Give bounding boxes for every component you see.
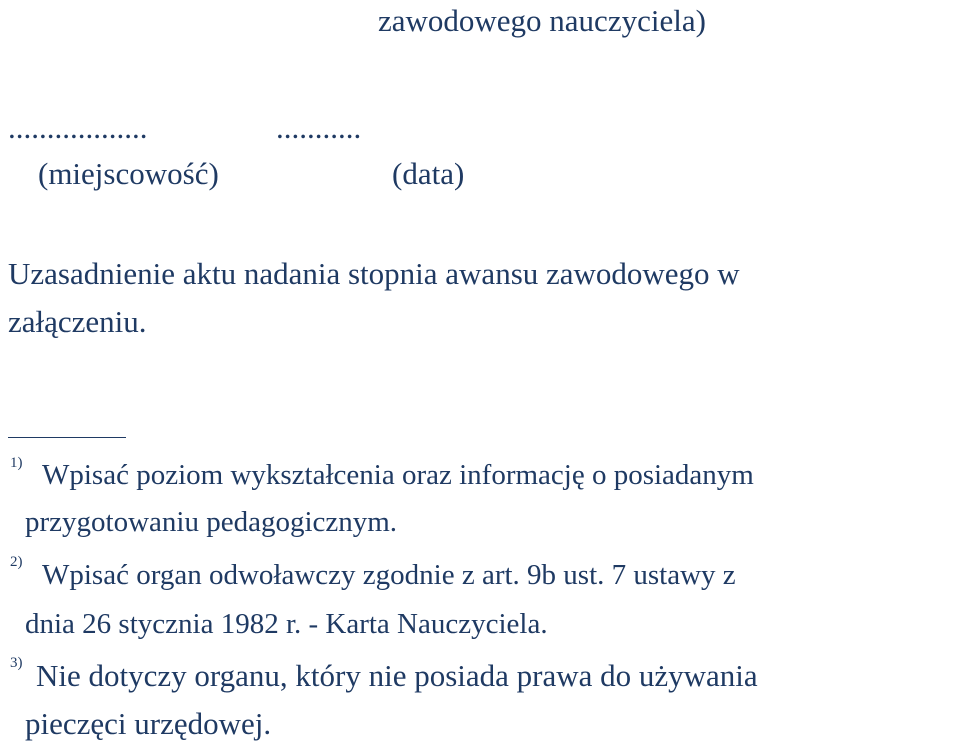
footnote-1-line-1: Wpisać poziom wykształcenia oraz informację o posiadanym [42, 459, 754, 491]
footnote-1-marker: 1) [10, 455, 23, 471]
footnote-2-line-1: Wpisać organ odwoławczy zgodnie z art. 9b ust. 7 ustawy z [42, 559, 736, 591]
justification-line-1: Uzasadnienie aktu nadania stopnia awansu zawodowego w [8, 256, 740, 291]
footnote-separator [8, 437, 126, 438]
footnote-2-line-2: dnia 26 stycznia 1982 r. - Karta Nauczyciela. [25, 608, 548, 640]
footnote-2-marker: 2) [10, 554, 23, 570]
footnote-3-line-1: Nie dotyczy organu, który nie posiada prawa do używania [36, 658, 758, 693]
header-line-end: zawodowego nauczyciela) [378, 3, 706, 38]
footnote-3-marker: 3) [10, 655, 23, 671]
place-dots: .................. [8, 110, 148, 145]
footnote-1-line-2: przygotowaniu pedagogicznym. [25, 506, 398, 538]
date-dots: ........... [276, 110, 362, 145]
date-label: (data) [392, 156, 465, 191]
justification-line-2: załączeniu. [8, 304, 147, 339]
place-label: (miejscowość) [38, 156, 219, 191]
footnote-3-line-2: pieczęci urzędowej. [25, 706, 272, 741]
